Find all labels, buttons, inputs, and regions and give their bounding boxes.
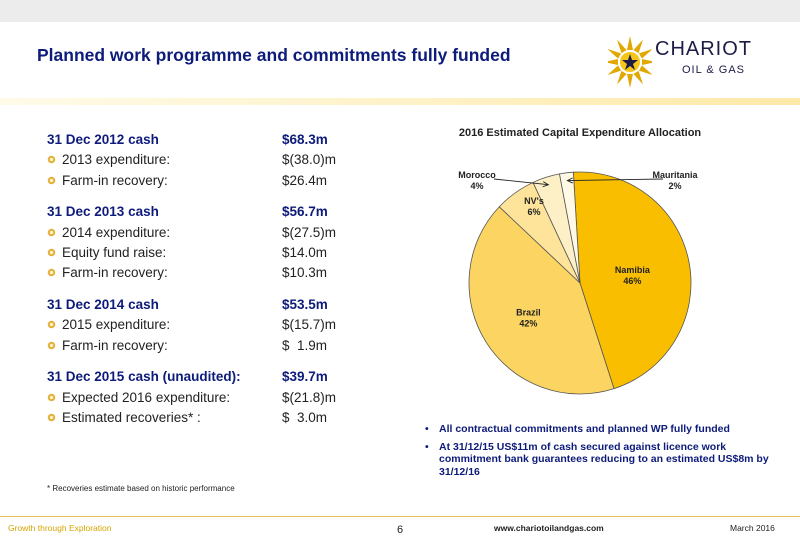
cash-item-row [47,245,367,265]
sun-bullet-icon [47,413,56,422]
pie-value-label: 6% [527,207,541,217]
note-bullet: • [425,440,429,453]
cash-item-row [47,265,367,285]
pie-value-label: 4% [470,181,484,191]
sun-bullet-icon [47,268,56,277]
pie-value-label: 42% [519,318,538,329]
cash-value: $(21.8)m [282,389,337,405]
cash-value: $68.3m [282,132,328,147]
note-bullet: • [425,423,429,435]
logo-subtitle: OIL & GAS [682,64,746,76]
cash-label: 31 Dec 2014 cash [47,297,163,313]
pie-value-label: 2% [668,181,682,191]
cash-item-row [47,410,367,430]
note-text: All contractual commitments and planned WP fully funded [439,423,730,435]
sun-bullet-icon [47,228,56,237]
logo-name: CHARIOT [655,38,752,60]
company-logo [608,34,788,90]
cash-label: 2014 expenditure: [62,224,171,240]
pie-label: Morocco [458,170,496,180]
pie-label: Brazil [516,307,541,318]
cash-value: $56.7m [282,204,328,220]
cash-value: $39.7m [282,369,328,385]
note-text: At 31/12/15 US$11m of cash secured against licence work commitment bank guarantees reducing to an estimated US$8m by 31/12/16 [439,440,769,478]
cash-label: 2013 expenditure: [62,152,171,168]
cash-heading-row [47,132,367,152]
cash-label: Farm-in recovery: [62,337,168,353]
footer-date: March 2016 [730,523,775,533]
cash-value: $ 3.0m [282,410,328,426]
pie-label: NV's [524,196,544,206]
page-number: 6 [397,524,404,536]
cash-label: Estimated recoveries* : [62,410,201,426]
cash-value: $(38.0)m [282,152,337,168]
top-band [0,0,800,22]
cash-label: Farm-in recovery: [62,265,168,281]
pie-label: Mauritania [652,170,698,180]
cash-item-row [47,173,367,193]
cash-value: $53.5m [282,297,328,313]
footer-tagline: Growth through Exploration [8,523,112,533]
cash-value: $14.0m [282,244,328,260]
chart-title: 2016 Estimated Capital Expenditure Allocation [458,127,702,139]
sun-bullet-icon [47,320,56,329]
cash-item-row [47,338,367,358]
cash-value: $10.3m [282,265,328,281]
note-item [425,423,770,436]
cash-label: 2015 expenditure: [62,317,171,333]
notes-list [425,423,770,483]
sun-bullet-icon [47,248,56,257]
cash-summary [47,132,367,430]
cash-item-row [47,152,367,172]
sun-bullet-icon [47,341,56,350]
cash-value: $(15.7)m [282,317,337,333]
cash-value: $(27.5)m [282,224,337,240]
sun-bullet-icon [47,155,56,164]
sun-bullet-icon [47,393,56,402]
footer-line [0,516,800,517]
cash-item-row [47,390,367,410]
sunburst-logo-icon [608,34,652,90]
cash-item-row [47,317,367,337]
slide-title: Planned work programme and commitments fully funded [37,45,511,65]
cash-label: Expected 2016 expenditure: [62,389,231,405]
cash-label: Equity fund raise: [62,244,167,260]
cash-value: $26.4m [282,172,328,188]
cash-label: 31 Dec 2013 cash [47,204,163,220]
cash-heading-row [47,297,367,317]
title-band [0,98,800,105]
capex-pie-chart [380,143,780,405]
pie-value-label: 46% [623,276,642,287]
cash-heading-row [47,369,367,389]
cash-label: 31 Dec 2012 cash [47,132,163,147]
sun-bullet-icon [47,176,56,185]
footer-url: www.chariotoilandgas.com [494,523,604,533]
cash-value: $ 1.9m [282,337,328,353]
cash-item-row [47,225,367,245]
cash-label: Farm-in recovery: [62,172,168,188]
pie-label: Namibia [614,265,650,276]
note-item [425,441,770,479]
cash-label: 31 Dec 2015 cash (unaudited): [47,369,241,385]
cash-heading-row [47,204,367,224]
footnote: * Recoveries estimate based on historic performance [47,484,235,493]
